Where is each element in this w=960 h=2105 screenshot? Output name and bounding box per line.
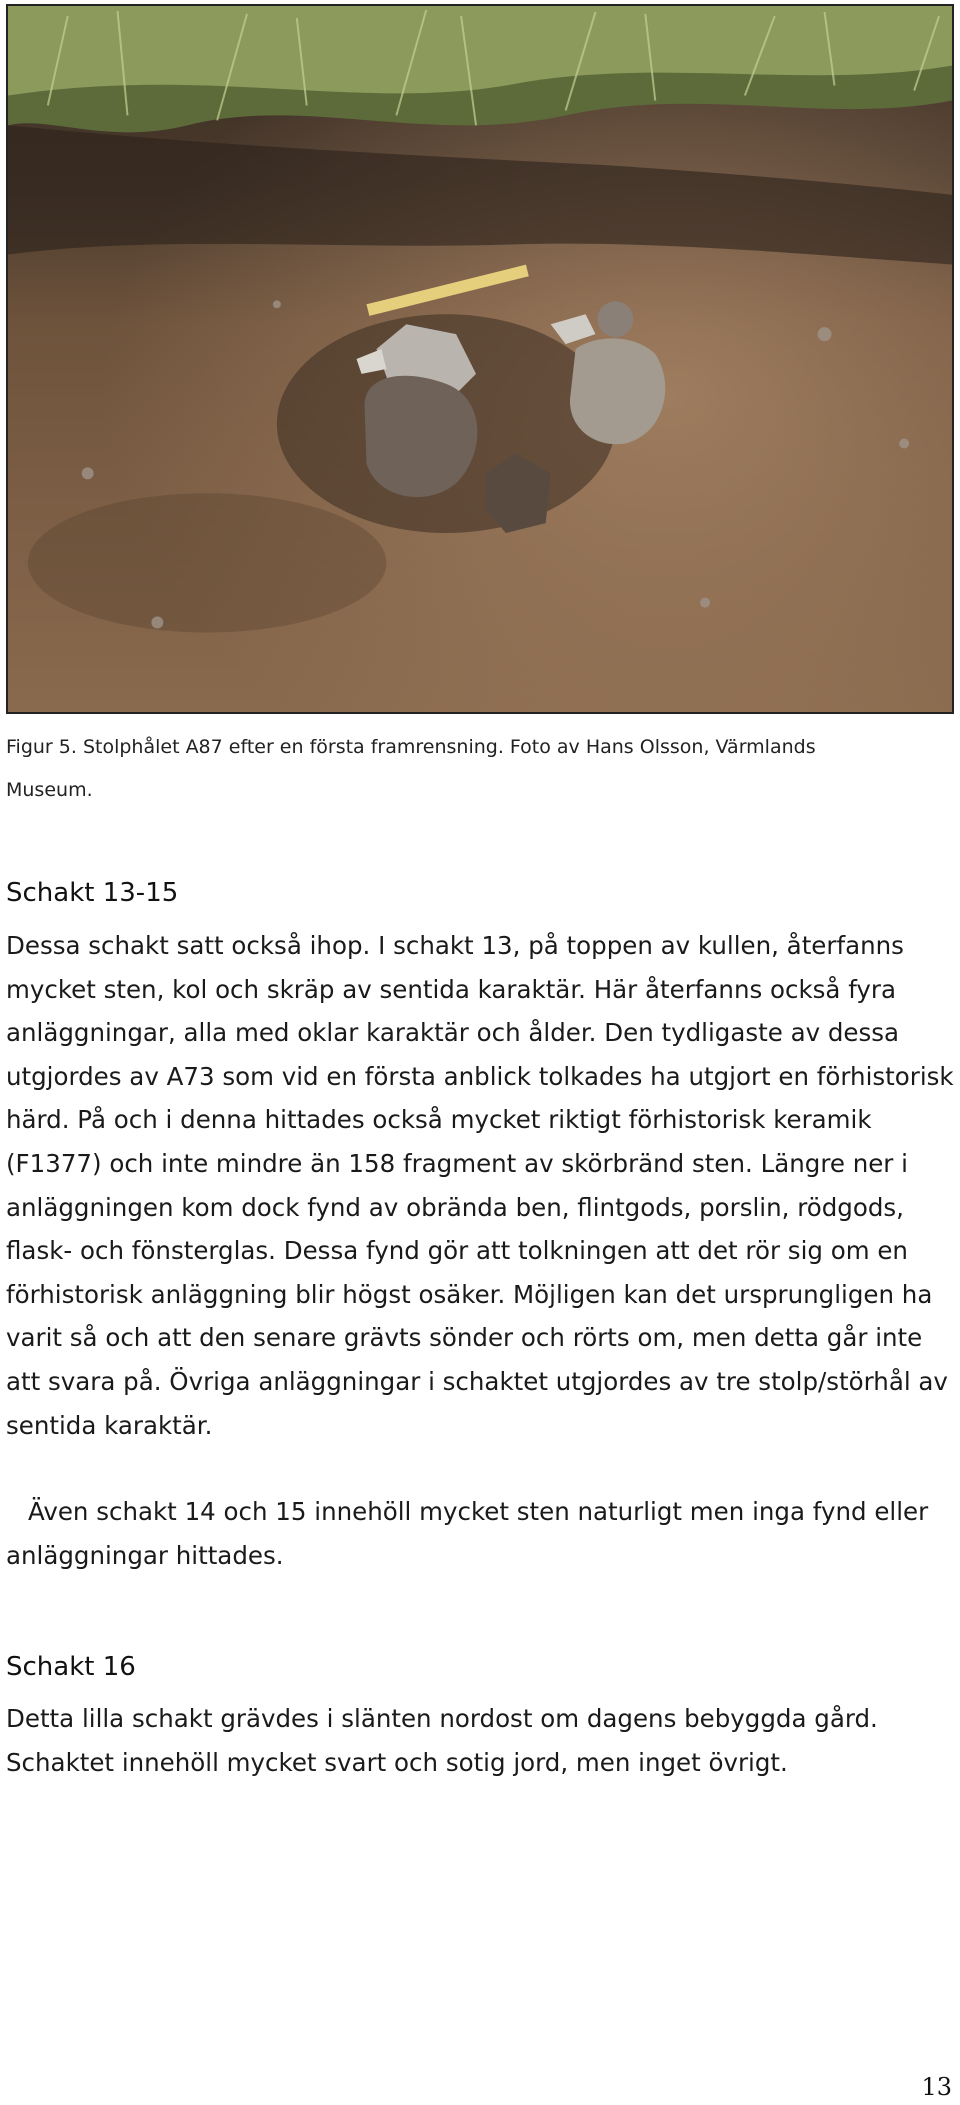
paragraph-schakt-14-15: Även schakt 14 och 15 innehöll mycket sten naturligt men inga fynd eller anläggningar hittades. — [6, 1497, 929, 1570]
section-heading-schakt-13-15: Schakt 13-15 — [6, 878, 179, 908]
paragraph-schakt-16: Detta lilla schakt grävdes i slänten nordost om dagens bebyggda gård. Schaktet innehöll mycket svart och sotig jord, men inget övrigt. — [6, 1704, 878, 1777]
caption-line-1: Figur 5. Stolphålet A87 efter en första framrensning. Foto av Hans Olsson, Värmlands — [6, 736, 816, 758]
page-number: 13 — [921, 2073, 952, 2101]
figure-caption — [6, 726, 906, 812]
photo-illustration — [8, 6, 952, 712]
section-heading-schakt-16: Schakt 16 — [6, 1652, 136, 1682]
excavation-photo — [6, 4, 954, 714]
caption-line-2: Museum. — [6, 779, 93, 801]
paragraph-schakt-13-15: Dessa schakt satt också ihop. I schakt 13, på toppen av kullen, återfanns mycket sten, kol och skräp av sentida karaktär. Här återfanns också fyra anläggningar, alla med oklar karaktär och ålder. Den tydligaste av dessa utgjordes av A73 som vid en första anblick tolkades ha utgjort en förhistorisk härd. På och i denna hittades också mycket riktigt förhistorisk keramik (F1377) och inte mindre än 158 fragment av skörbränd sten. Längre ner i anläggningen kom dock fynd av obrända ben, flintgods, porslin, rödgods, flask- och fönsterglas. Dessa fynd gör att tolkningen att det rör sig om en förhistorisk anläggning blir högst osäker. Möjligen kan det ursprungligen ha varit så och att den senare grävts sönder och rörts om, men detta går inte att svara på. Övriga anläggningar i schaktet utgjordes av tre stolp/störhål av sentida karaktär. — [6, 931, 954, 1440]
